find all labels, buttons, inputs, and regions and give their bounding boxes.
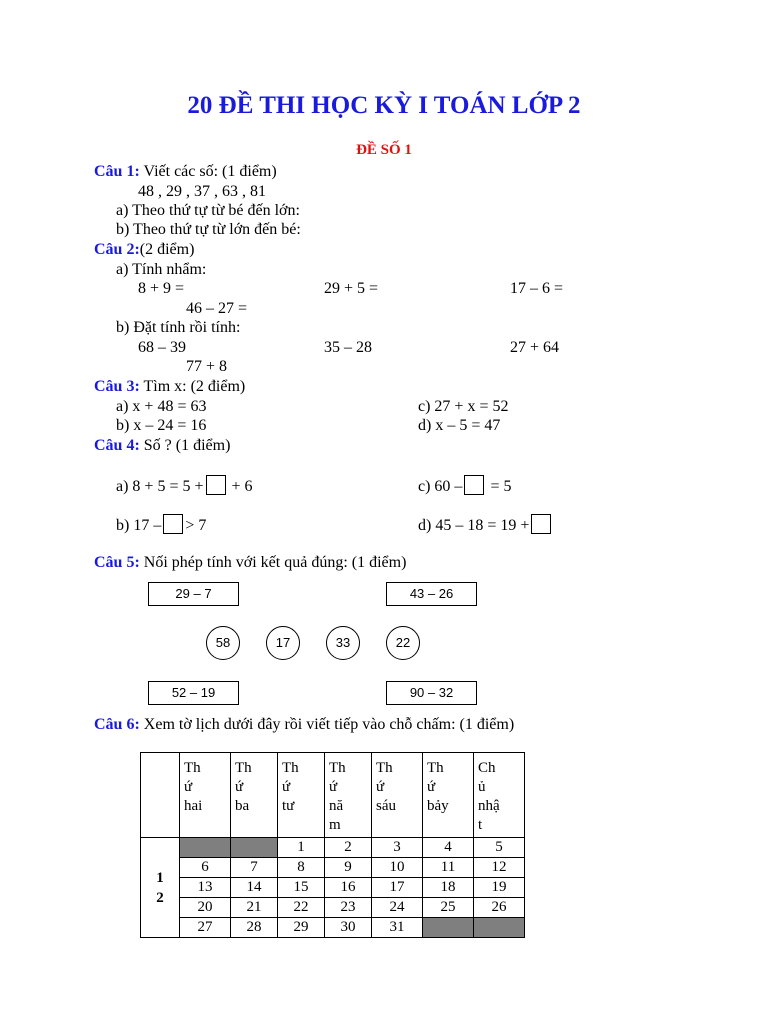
answer-box-4d[interactable] — [531, 514, 551, 534]
question-2-b3: 27 + 64 — [510, 339, 560, 356]
calendar-day: 2 — [325, 838, 372, 858]
calendar-empty-cell — [231, 838, 278, 858]
result-circle[interactable]: 17 — [266, 626, 300, 660]
month-digit: 1 — [156, 869, 164, 886]
question-5-label: Câu 5: — [94, 554, 140, 571]
question-3 — [94, 377, 245, 397]
question-4 — [94, 436, 230, 456]
weekday-header-line: nă — [329, 798, 344, 814]
weekday-header-line: ứ — [184, 779, 193, 795]
calendar-day: 26 — [474, 898, 525, 918]
answer-box-4a[interactable] — [206, 475, 226, 495]
question-2-b4: 77 + 8 — [186, 358, 228, 375]
question-4-label: Câu 4: — [94, 437, 140, 454]
question-1-a: a) Theo thứ tự từ bé đến lớn: — [116, 202, 300, 219]
calendar-day: 6 — [180, 858, 231, 878]
question-3-label: Câu 3: — [94, 378, 140, 395]
calendar-day: 7 — [231, 858, 278, 878]
calendar-weekday-header — [325, 753, 372, 838]
calendar-day: 15 — [278, 878, 325, 898]
question-1-numbers: 48 , 29 , 37 , 63 , 81 — [138, 183, 266, 200]
result-circle[interactable]: 22 — [386, 626, 420, 660]
calendar-day: 8 — [278, 858, 325, 878]
weekday-header-line: bảy — [427, 798, 449, 814]
expression-box[interactable]: 90 – 32 — [386, 681, 477, 705]
result-circle[interactable]: 58 — [206, 626, 240, 660]
calendar-empty-cell — [474, 918, 525, 938]
weekday-header-line: ba — [235, 798, 250, 814]
weekday-header-line: ứ — [235, 779, 244, 795]
answer-box-4b[interactable] — [163, 514, 183, 534]
calendar-day: 14 — [231, 878, 278, 898]
calendar-day: 20 — [180, 898, 231, 918]
weekday-header-line: Th — [184, 760, 201, 776]
weekday-header-line: hai — [184, 798, 203, 814]
calendar-day: 11 — [423, 858, 474, 878]
calendar-day: 19 — [474, 878, 525, 898]
expression-box[interactable]: 29 – 7 — [148, 582, 239, 606]
question-2-b: b) Đặt tính rồi tính: — [116, 319, 241, 336]
calendar-weekday-header — [372, 753, 423, 838]
weekday-header-line: Th — [282, 760, 299, 776]
calendar-day: 31 — [372, 918, 423, 938]
question-2-a: a) Tính nhẩm: — [116, 261, 207, 278]
calendar-day: 1 — [278, 838, 325, 858]
month-digit: 2 — [156, 889, 164, 906]
calendar-day: 12 — [474, 858, 525, 878]
question-3-b: b) x – 24 = 16 — [116, 417, 207, 434]
calendar-day: 3 — [372, 838, 423, 858]
calendar-corner — [141, 753, 180, 838]
calendar-month — [141, 838, 180, 938]
question-4-c: c) 60 – = 5 — [418, 475, 511, 497]
question-5 — [94, 553, 406, 573]
calendar-weekday-header — [423, 753, 474, 838]
question-6 — [94, 715, 514, 735]
question-2-b1: 68 – 39 — [138, 339, 186, 356]
question-2-a4: 46 – 27 = — [186, 300, 248, 317]
calendar-day: 18 — [423, 878, 474, 898]
question-5-text: Nối phép tính với kết quả đúng: (1 điểm) — [139, 554, 407, 571]
calendar-day: 28 — [231, 918, 278, 938]
weekday-header-line: sáu — [376, 798, 396, 814]
page-title: 20 ĐỀ THI HỌC KỲ I TOÁN LỚP 2 — [187, 92, 581, 119]
calendar-weekday-header — [180, 753, 231, 838]
question-2-a3: 17 – 6 = — [510, 280, 564, 297]
calendar-weekday-header — [474, 753, 525, 838]
weekday-header-line: m — [329, 817, 341, 833]
calendar-day: 10 — [372, 858, 423, 878]
expression-box[interactable]: 52 – 19 — [148, 681, 239, 705]
question-2 — [94, 240, 194, 260]
calendar-day: 25 — [423, 898, 474, 918]
calendar-day: 9 — [325, 858, 372, 878]
exam-number: ĐỀ SỐ 1 — [356, 142, 412, 158]
weekday-header-line: Ch — [478, 760, 496, 776]
calendar-table — [140, 752, 525, 938]
calendar-day: 16 — [325, 878, 372, 898]
weekday-header-line: t — [478, 817, 483, 833]
question-3-a: a) x + 48 = 63 — [116, 398, 207, 415]
question-2-a2: 29 + 5 = — [324, 280, 379, 297]
question-2-a1: 8 + 9 = — [138, 280, 185, 297]
calendar-weekday-header — [278, 753, 325, 838]
answer-box-4c[interactable] — [464, 475, 484, 495]
question-3-d: d) x – 5 = 47 — [418, 417, 501, 434]
question-2-label: Câu 2: — [94, 241, 140, 258]
expression-box[interactable]: 43 – 26 — [386, 582, 477, 606]
question-1-text: Viết các số: (1 điểm) — [139, 163, 277, 180]
question-4-b: b) 17 – > 7 — [116, 514, 206, 536]
weekday-header-line: ứ — [329, 779, 338, 795]
question-1-b: b) Theo thứ tự từ lớn đến bé: — [116, 221, 301, 238]
calendar-day: 4 — [423, 838, 474, 858]
weekday-header-line: ủ — [478, 779, 486, 795]
question-3-c: c) 27 + x = 52 — [418, 398, 509, 415]
calendar-day: 13 — [180, 878, 231, 898]
weekday-header-line: ứ — [427, 779, 436, 795]
calendar-day: 23 — [325, 898, 372, 918]
calendar-day: 24 — [372, 898, 423, 918]
weekday-header-line: ứ — [282, 779, 291, 795]
calendar-day: 5 — [474, 838, 525, 858]
calendar-day: 30 — [325, 918, 372, 938]
question-6-label: Câu 6: — [94, 716, 140, 733]
question-4-d: d) 45 – 18 = 19 + — [418, 514, 553, 536]
calendar-day: 29 — [278, 918, 325, 938]
question-2-text: (2 điểm) — [139, 241, 195, 258]
calendar-empty-cell — [180, 838, 231, 858]
weekday-header-line: Th — [427, 760, 444, 776]
calendar-weekday-header — [231, 753, 278, 838]
calendar-empty-cell — [423, 918, 474, 938]
weekday-header-line: tư — [282, 798, 295, 814]
weekday-header-line: nhậ — [478, 798, 500, 814]
question-3-text: Tìm x: (2 điểm) — [139, 378, 246, 395]
calendar-day: 21 — [231, 898, 278, 918]
question-2-b2: 35 – 28 — [324, 339, 372, 356]
question-1-label: Câu 1: — [94, 163, 140, 180]
question-4-text: Số ? (1 điểm) — [139, 437, 231, 454]
question-6-text: Xem tờ lịch dưới đây rồi viết tiếp vào chỗ chấm: (1 điểm) — [139, 716, 515, 733]
weekday-header-line: Th — [329, 760, 346, 776]
question-4-a: a) 8 + 5 = 5 + + 6 — [116, 475, 253, 497]
question-1 — [94, 162, 277, 182]
weekday-header-line: Th — [376, 760, 393, 776]
calendar-day: 27 — [180, 918, 231, 938]
weekday-header-line: Th — [235, 760, 252, 776]
result-circle[interactable]: 33 — [326, 626, 360, 660]
calendar-day: 22 — [278, 898, 325, 918]
calendar-day: 17 — [372, 878, 423, 898]
weekday-header-line: ứ — [376, 779, 385, 795]
